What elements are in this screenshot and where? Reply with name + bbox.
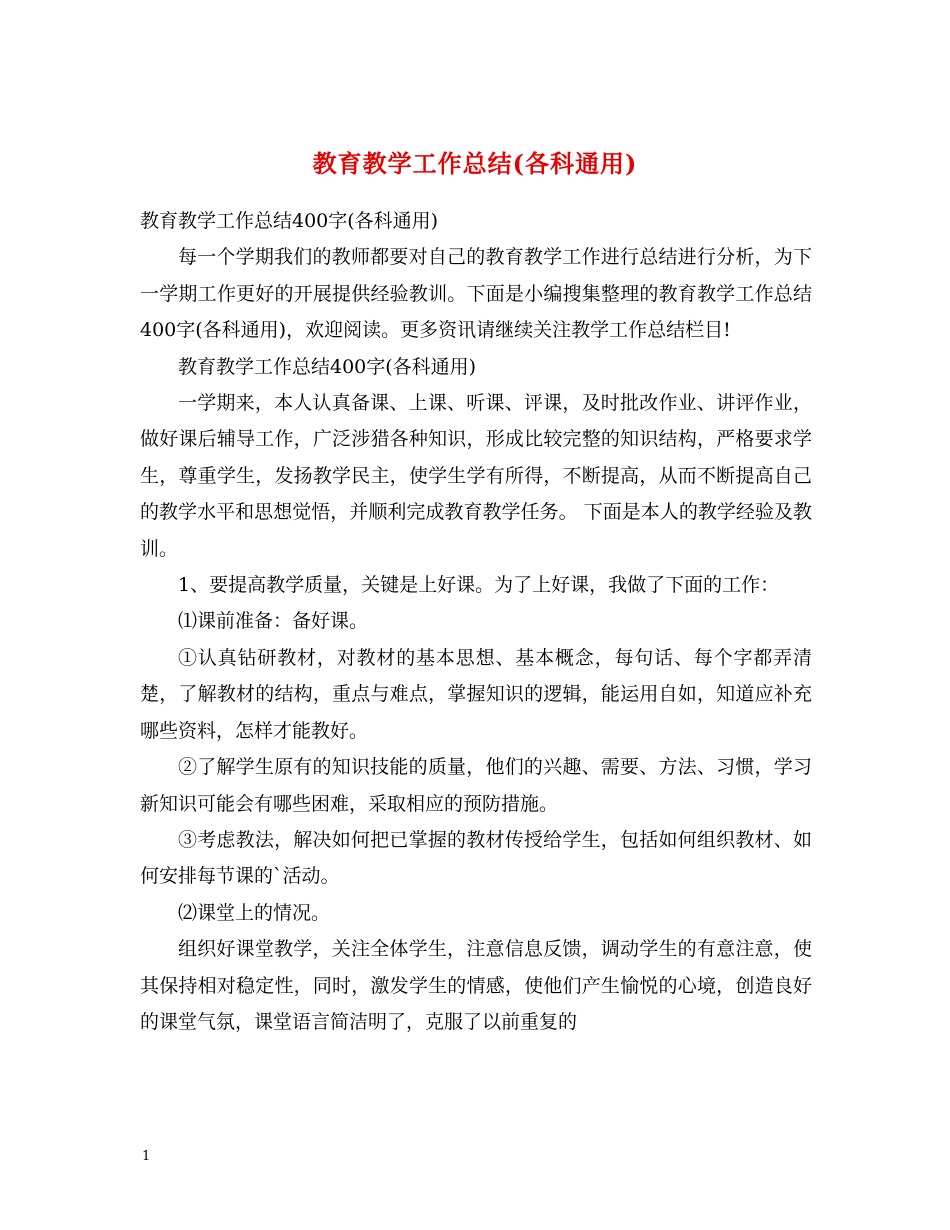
paragraph: 教育教学工作总结400字(各科通用) <box>178 355 477 378</box>
paragraph: 组织好课堂教学，关注全体学生，注意信息反馈，调动学生的有意注意，使其保持相对稳定性，同时，激发学生的情感，使他们产生愉悦的心境，创造良好的课堂气氛，课堂语言简洁明了，克服了以前重复的 <box>140 938 812 1033</box>
paragraph: ⑴课前准备：备好课。 <box>178 610 369 633</box>
paragraph: ①认真钻研教材，对教材的基本思想、基本概念，每句话、每个字都弄清楚，了解教材的结构，重点与难点，掌握知识的逻辑，能运用自如，知道应补充哪些资料，怎样才能教好。 <box>140 646 812 742</box>
paragraph: 教育教学工作总结400字(各科通用) <box>140 210 439 232</box>
paragraph: 1、要提高教学质量，关键是上好课。为了上好课，我做了下面的工作： <box>178 574 780 597</box>
page-number: 1 <box>142 1149 151 1164</box>
paragraph: 每一个学期我们的教师都要对自己的教育教学工作进行总结进行分析，为下一学期工作更好的开展提供经验教训。下面是小编搜集整理的教育教学工作总结400字(各科通用)，欢迎阅读。更多资讯请继续关注教学工作总结栏目! <box>140 246 812 342</box>
paragraph: ③考虑教法，解决如何把已掌握的教材传授给学生，包括如何组织教材、如何安排每节课的`活动。 <box>140 828 812 888</box>
document-title: 教育教学工作总结(各科通用) <box>312 149 638 179</box>
paragraph: 一学期来，本人认真备课、上课、听课、评课，及时批改作业、讲评作业，做好课后辅导工作，广泛涉猎各种知识，形成比较完整的知识结构，严格要求学生，尊重学生，发扬教学民主，使学生学有所得，不断提高，从而不断提高自己的教学水平和思想觉悟，并顺利完成教育教学任务。 下面是本人的教学经验及教训。 <box>140 392 812 560</box>
paragraph: ②了解学生原有的知识技能的质量，他们的兴趣、需要、方法、习惯，学习新知识可能会有哪些困难，采取相应的预防措施。 <box>140 756 812 815</box>
document-body <box>140 203 812 1040</box>
paragraph: ⑵课堂上的情况。 <box>178 901 331 924</box>
